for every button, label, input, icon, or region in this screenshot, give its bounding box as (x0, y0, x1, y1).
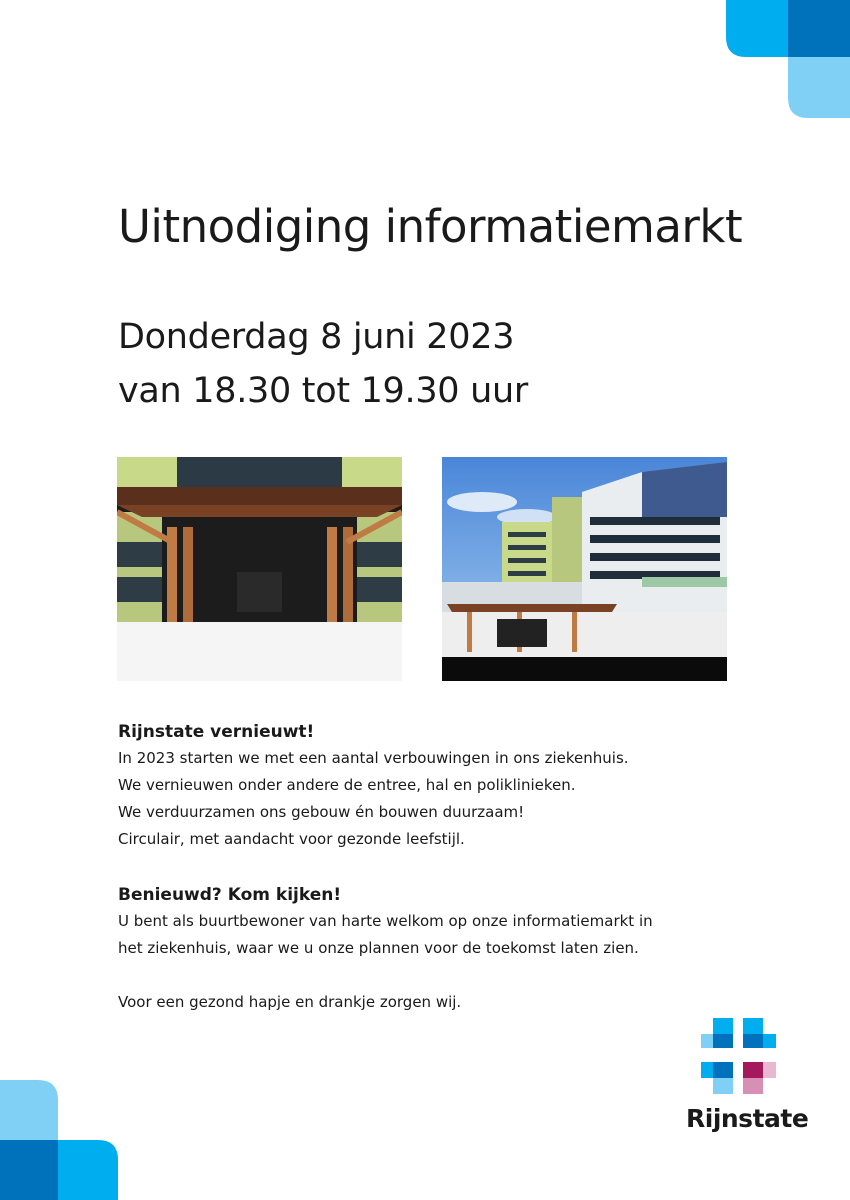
section-renewal-line: We verduurzamen ons gebouw én bouwen duurzaam! (118, 803, 525, 821)
section-renewal-heading: Rijnstate vernieuwt! (118, 722, 315, 742)
section-invite-closing: Voor een gezond hapje en drankje zorgen wij. (118, 993, 462, 1011)
bottom-corner-decoration (0, 1080, 120, 1200)
event-datetime (118, 310, 528, 418)
hospital-building-render (442, 457, 727, 681)
page-title: Uitnodiging informatiemarkt (118, 200, 743, 253)
section-invite (118, 885, 653, 1016)
section-renewal (118, 722, 629, 853)
rijnstate-logo (686, 1018, 809, 1133)
section-renewal-line: In 2023 starten we met een aantal verbouwingen in ons ziekenhuis. (118, 749, 629, 767)
section-invite-heading: Benieuwd? Kom kijken! (118, 885, 342, 905)
event-time: van 18.30 tot 19.30 uur (118, 371, 528, 411)
section-renewal-line: Circulair, met aandacht voor gezonde leefstijl. (118, 830, 465, 848)
rijnstate-cross-icon (686, 1018, 790, 1094)
event-date: Donderdag 8 juni 2023 (118, 317, 515, 357)
section-invite-line: het ziekenhuis, waar we u onze plannen voor de toekomst laten zien. (118, 939, 639, 957)
logo-text: Rijnstate (686, 1104, 809, 1133)
section-renewal-line: We vernieuwen onder andere de entree, hal en poliklinieken. (118, 776, 576, 794)
top-corner-decoration (726, 0, 850, 118)
entrance-canopy-render (117, 457, 402, 681)
section-invite-line: U bent als buurtbewoner van harte welkom op onze informatiemarkt in (118, 912, 653, 930)
